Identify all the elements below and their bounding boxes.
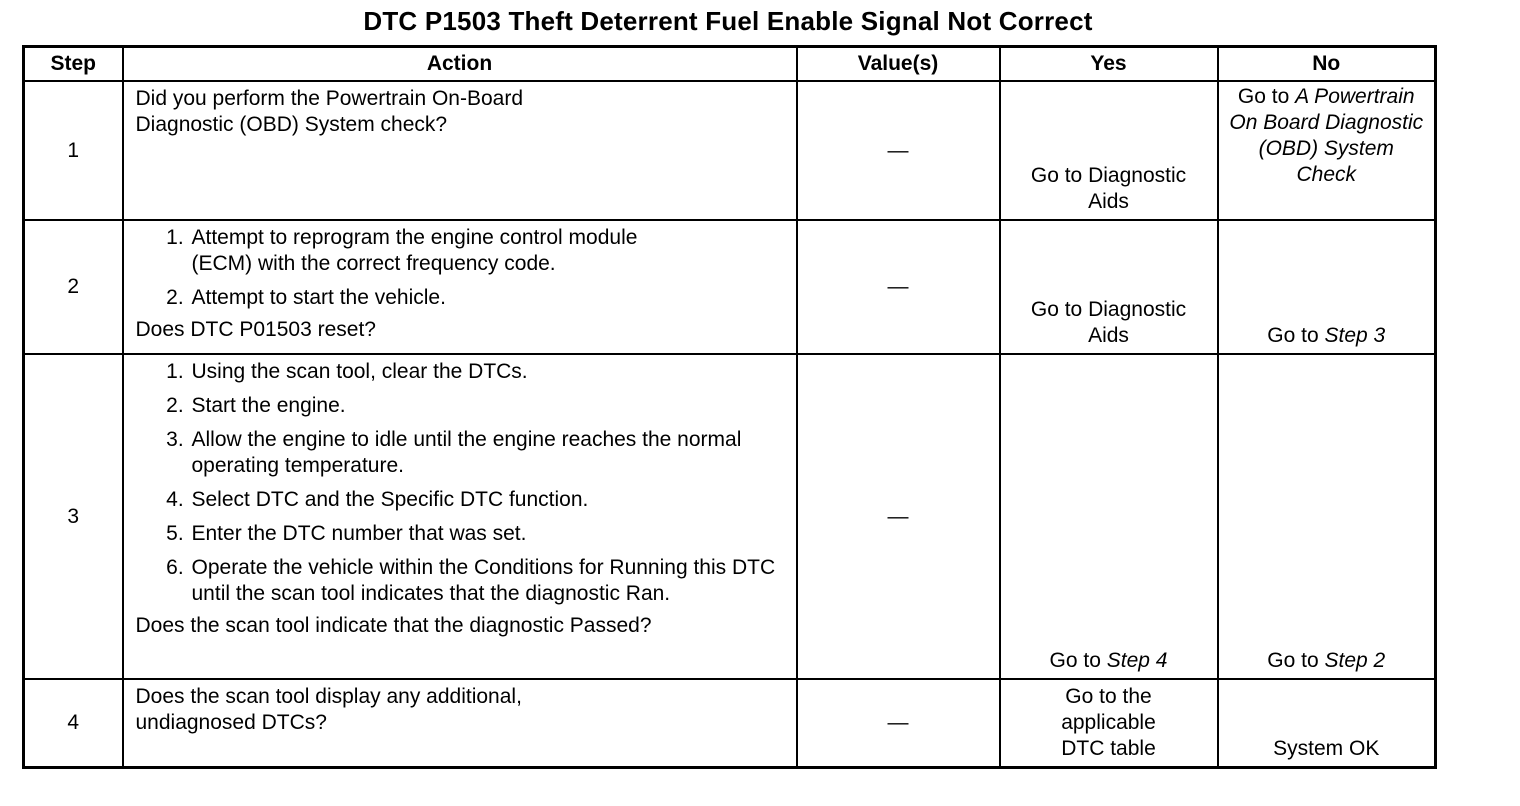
no-cell [1218,354,1436,679]
value-cell: — [797,679,1000,767]
substep-item: 3. Allow the engine to idle until the engine reaches the normal operating temperature. [190,427,786,479]
diagnostic-table [22,45,1437,769]
substep-item: 6. Operate the vehicle within the Conditions for Running this DTC until the scan tool indicates that the diagnostic Ran. [190,555,786,607]
action-question: Does the scan tool display any additional, undiagnosed DTCs? [135,685,522,734]
header-action: Action [123,47,797,82]
substep-item: 1. Using the scan tool, clear the DTCs. [190,359,786,385]
yes-cell [1000,679,1218,767]
yes-text: Go to Diagnostic Aids [1030,298,1187,347]
table-header-row [24,47,1436,82]
no-prefix: Go to [1237,85,1296,108]
step-number: 4 [24,679,123,767]
no-prefix: Go to [1267,649,1325,672]
step-number: 3 [24,354,123,679]
no-link: Step 3 [1324,324,1386,347]
yes-cell [1000,81,1218,220]
header-step: Step [24,47,123,82]
step-number: 2 [24,220,123,354]
table-row [24,81,1436,220]
yes-cell [1000,220,1218,354]
header-values: Value(s) [797,47,1000,82]
action-cell [123,220,797,354]
yes-cell [1000,354,1218,679]
action-question: Does the scan tool indicate that the diagnostic Passed? [135,614,652,637]
substep-list [136,225,786,311]
substep-item: 5. Enter the DTC number that was set. [190,521,786,547]
no-cell [1218,220,1436,354]
value-cell: — [797,81,1000,220]
substep-list [136,359,786,607]
action-question: Did you perform the Powertrain On-Board Diagnostic (OBD) System check? [135,87,524,136]
page-title: DTC P1503 Theft Deterrent Fuel Enable Signal Not Correct [363,6,1093,36]
no-cell [1218,81,1436,220]
yes-text: Go to Diagnostic Aids [1030,164,1187,213]
value-cell: — [797,220,1000,354]
substep-item: 2. Attempt to start the vehicle. [190,285,786,311]
table-row [24,679,1436,767]
step-number: 1 [24,81,123,220]
header-yes: Yes [1000,47,1218,82]
no-cell: System OK [1218,679,1436,767]
action-cell [123,354,797,679]
no-link: Step 2 [1324,649,1386,672]
header-no: No [1218,47,1436,82]
action-cell [123,679,797,767]
substep-item: 2. Start the engine. [190,393,786,419]
table-row [24,220,1436,354]
no-link: A Powertrain On Board Diagnostic (OBD) System Check [1229,85,1424,186]
yes-prefix: Go to [1049,649,1107,672]
substep-item: 1. Attempt to reprogram the engine control module (ECM) with the correct frequency code. [190,225,662,277]
no-prefix: Go to [1267,324,1325,347]
substep-item: 4. Select DTC and the Specific DTC function. [190,487,786,513]
action-question: Does DTC P01503 reset? [135,318,376,341]
table-row [24,354,1436,679]
yes-link: Step 4 [1106,649,1168,672]
value-cell: — [797,354,1000,679]
action-cell [123,81,797,220]
yes-text: Go to the applicable DTC table [1061,684,1156,760]
